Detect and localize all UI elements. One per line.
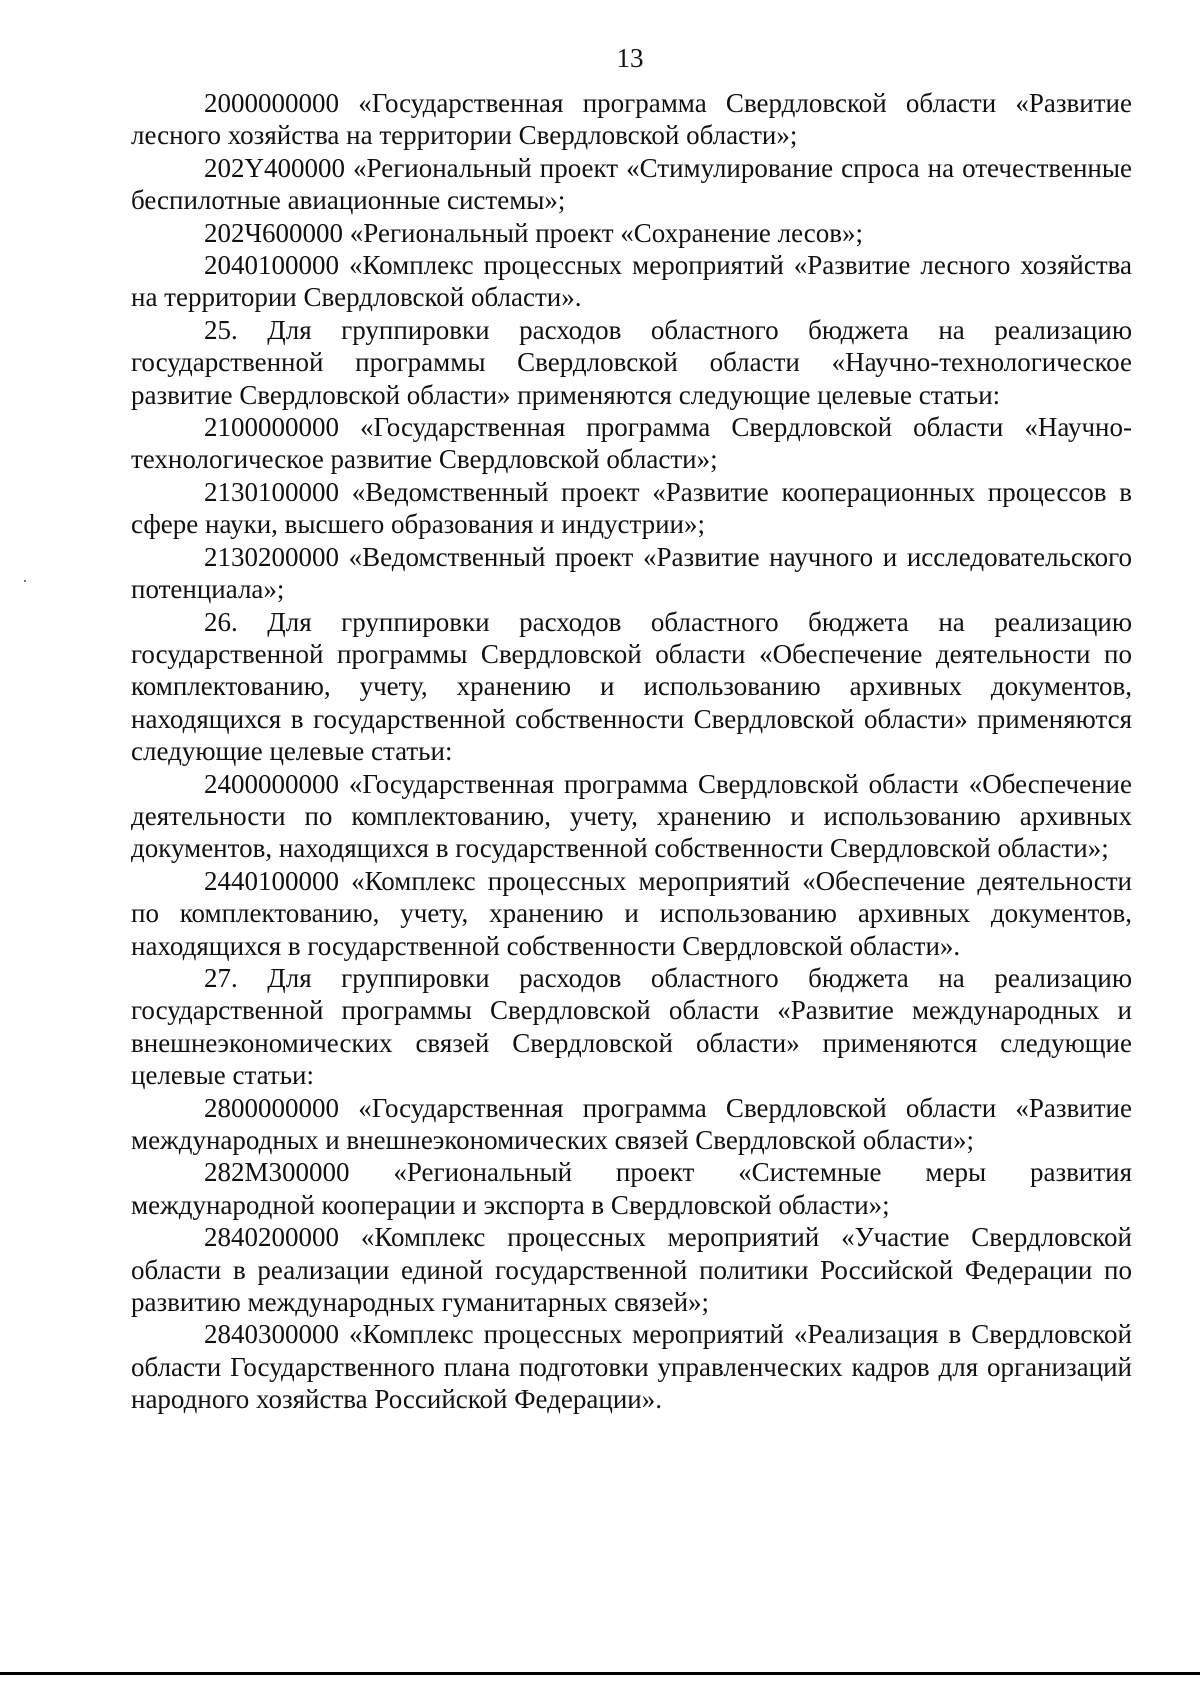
page-bottom-edge-line bbox=[0, 1672, 1200, 1675]
paragraph-target-article-2000000000: 2000000000 «Государственная программа Свердловской области «Развитие лесного хозяйства на территории Свердловской области»; bbox=[131, 88, 1132, 151]
document-body bbox=[131, 87, 1132, 1416]
paragraph-target-article-2130200000: 2130200000 «Ведомственный проект «Развитие научного и исследовательского потенциала»; bbox=[131, 541, 1132, 605]
paragraph-clause-25: 25. Для группировки расходов областного бюджета на реализацию государственной программы Свердловской области «Научно-технологическое развитие Свердловской области» применяются следующие целевые статьи: bbox=[131, 314, 1132, 410]
paragraph-target-article-202CH600000: 202Ч600000 «Региональный проект «Сохранение лесов»; bbox=[204, 217, 864, 248]
paragraph-target-article-2800000000: 2800000000 «Государственная программа Свердловской области «Развитие международных и внешнеэкономических связей Свердловской области»; bbox=[131, 1092, 1132, 1155]
paragraph-target-article-2040100000: 2040100000 «Комплекс процессных мероприятий «Развитие лесного хозяйства на территории Свердловской области». bbox=[131, 250, 1132, 313]
paragraph-target-article-202Y400000: 202Y400000 «Региональный проект «Стимулирование спроса на отечественные беспилотные авиационные системы»; bbox=[131, 152, 1132, 216]
paragraph-target-article-2840200000: 2840200000 «Комплекс процессных мероприятий «Участие Свердловской области в реализации единой государственной политики Российской Федерации по развитию международных гуманитарных связей»; bbox=[131, 1222, 1132, 1318]
paragraph-target-article-2100000000: 2100000000 «Государственная программа Свердловской области «Научно-технологическое развитие Свердловской области»; bbox=[131, 412, 1132, 475]
page-number: 13 bbox=[616, 43, 644, 73]
scan-artifact-dot bbox=[24, 580, 26, 582]
paragraph-target-article-2130100000: 2130100000 «Ведомственный проект «Развитие кооперационных процессов в сфере науки, высшего образования и индустрии»; bbox=[131, 476, 1132, 540]
paragraph-target-article-282M300000: 282М300000 «Региональный проект «Системные меры развития международной кооперации и экспорта в Свердловской области»; bbox=[131, 1157, 1132, 1220]
paragraph-target-article-2400000000: 2400000000 «Государственная программа Свердловской области «Обеспечение деятельности по комплектованию, учету, хранению и использованию архивных документов, находящихся в государственной собственности Свердловской области»; bbox=[131, 768, 1132, 864]
paragraph-clause-26: 26. Для группировки расходов областного бюджета на реализацию государственной программы Свердловской области «Обеспечение деятельности по комплектованию, учету, хранению и использованию архивных документов, находящихся в государственной собственности Свердловской области» применяются следующие целевые статьи: bbox=[131, 606, 1132, 767]
paragraph-target-article-2440100000: 2440100000 «Комплекс процессных мероприятий «Обеспечение деятельности по комплектованию, учету, хранению и использованию архивных документов, находящихся в государственной собственности Свердловской области». bbox=[131, 865, 1132, 961]
paragraph-clause-27: 27. Для группировки расходов областного бюджета на реализацию государственной программы Свердловской области «Развитие международных и внешнеэкономических связей Свердловской области» применяются следующие целевые статьи: bbox=[131, 962, 1132, 1091]
paragraph-target-article-2840300000: 2840300000 «Комплекс процессных мероприятий «Реализация в Свердловской области Государственного плана подготовки управленческих кадров для организаций народного хозяйства Российской Федерации». bbox=[131, 1319, 1132, 1415]
